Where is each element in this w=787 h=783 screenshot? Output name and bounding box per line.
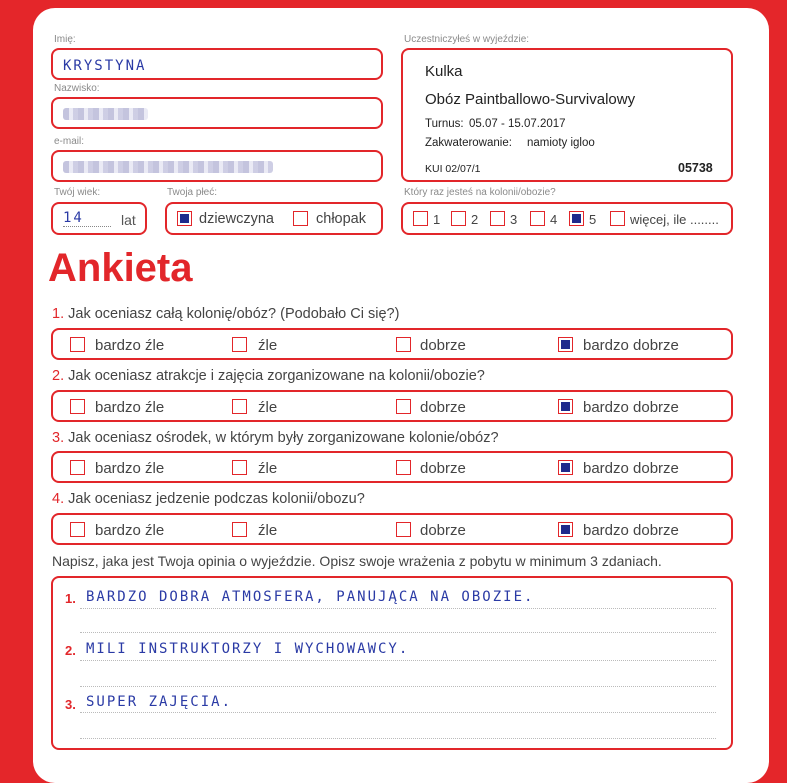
opinion-line	[80, 608, 716, 609]
q4-option-dobrze: dobrze	[420, 522, 466, 539]
q1-option-zle: źle	[258, 337, 278, 354]
times-checkbox-4[interactable]	[530, 211, 545, 226]
email-label: e-mail:	[54, 136, 85, 147]
q1-option-dobrze: dobrze	[420, 337, 466, 354]
ticket-accommodation-label: Zakwaterowanie:	[425, 137, 512, 149]
answer-3-text: SUPER ZAJĘCIA.	[86, 694, 233, 710]
q3-option-dobrze: dobrze	[420, 460, 466, 477]
times-label: Który raz jesteś na kolonii/obozie?	[404, 187, 556, 198]
age-label: Twój wiek:	[54, 187, 101, 198]
answer-2-num: 2.	[65, 643, 76, 658]
answer-1-text: BARDZO DOBRA ATMOSFERA, PANUJĄCA NA OBOZIE.	[86, 589, 535, 605]
question-4-text: Jak oceniasz jedzenie podczas kolonii/obozu?	[68, 491, 365, 507]
question-2	[52, 368, 485, 384]
question-2-num: 2.	[52, 368, 65, 384]
trip-label: Uczestniczyłeś w wyjeździe:	[404, 34, 530, 45]
times-checkbox-5[interactable]	[569, 211, 584, 226]
redacted-surname	[63, 108, 148, 120]
q1-checkbox-bardzo-zle[interactable]	[70, 337, 85, 352]
q3-checkbox-bardzo-zle[interactable]	[70, 460, 85, 475]
gender-checkbox-chlopak[interactable]	[293, 211, 308, 226]
times-option-1: 1	[433, 212, 441, 227]
times-field	[401, 202, 733, 235]
q3-option-zle: źle	[258, 460, 278, 477]
name-label: Imię:	[54, 34, 76, 45]
q4-checkbox-bardzo-dobrze[interactable]	[558, 522, 573, 537]
answer-2-text: MILI INSTRUKTORZY I WYCHOWAWCY.	[86, 641, 410, 657]
q2-option-bardzo-dobrze: bardzo dobrze	[583, 399, 679, 416]
surname-label: Nazwisko:	[54, 83, 100, 94]
gender-option-chlopak: chłopak	[316, 211, 366, 227]
name-value: KRYSTYNA	[63, 58, 147, 74]
ticket-accommodation-value: namioty igloo	[527, 137, 595, 149]
ticket-turnus-label: Turnus:	[425, 118, 464, 130]
age-field[interactable]	[51, 202, 147, 235]
question-2-options	[51, 390, 733, 422]
q1-checkbox-zle[interactable]	[232, 337, 247, 352]
q4-option-zle: źle	[258, 522, 278, 539]
age-value: 14	[63, 210, 111, 227]
redacted-email	[63, 161, 273, 173]
q2-checkbox-zle[interactable]	[232, 399, 247, 414]
q3-checkbox-zle[interactable]	[232, 460, 247, 475]
times-checkbox-2[interactable]	[451, 211, 466, 226]
ticket-number: 05738	[678, 161, 713, 175]
q2-checkbox-dobrze[interactable]	[396, 399, 411, 414]
answer-3-num: 3.	[65, 697, 76, 712]
q2-option-zle: źle	[258, 399, 278, 416]
surname-field[interactable]	[51, 97, 383, 129]
ticket-turnus-value: 05.07 - 15.07.2017	[469, 118, 566, 130]
times-option-more: więcej, ile ........	[630, 212, 719, 227]
times-option-5: 5	[589, 212, 597, 227]
ticket-camp: Obóz Paintballowo-Survivalowy	[425, 91, 636, 108]
times-checkbox-1[interactable]	[413, 211, 428, 226]
q1-option-bardzo-dobrze: bardzo dobrze	[583, 337, 679, 354]
gender-label: Twoja płeć:	[167, 187, 218, 198]
age-unit: lat	[121, 212, 136, 228]
times-option-3: 3	[510, 212, 518, 227]
ticket-code: KUI 02/07/1	[425, 163, 481, 175]
question-1-text: Jak oceniasz całą kolonię/obóz? (Podobało Ci się?)	[68, 306, 400, 322]
q2-checkbox-bardzo-zle[interactable]	[70, 399, 85, 414]
q4-checkbox-zle[interactable]	[232, 522, 247, 537]
q1-checkbox-bardzo-dobrze[interactable]	[558, 337, 573, 352]
times-checkbox-more[interactable]	[610, 211, 625, 226]
ticket-name: Kulka	[425, 63, 463, 80]
question-1	[52, 306, 399, 322]
question-4-options	[51, 513, 733, 545]
opinion-prompt: Napisz, jaka jest Twoja opinia o wyjeździe. Opisz swoje wrażenia z pobytu w minimum 3 zdaniach.	[52, 553, 662, 569]
gender-option-dziewczyna: dziewczyna	[199, 211, 274, 227]
q3-checkbox-bardzo-dobrze[interactable]	[558, 460, 573, 475]
q3-checkbox-dobrze[interactable]	[396, 460, 411, 475]
times-option-4: 4	[550, 212, 558, 227]
q4-checkbox-bardzo-zle[interactable]	[70, 522, 85, 537]
times-option-2: 2	[471, 212, 479, 227]
trip-ticket	[401, 48, 733, 182]
opinion-line	[80, 738, 716, 739]
gender-field	[165, 202, 383, 235]
question-3-options	[51, 451, 733, 483]
opinion-line	[80, 632, 716, 633]
times-checkbox-3[interactable]	[490, 211, 505, 226]
answer-1-num: 1.	[65, 591, 76, 606]
opinion-line	[80, 660, 716, 661]
question-1-options	[51, 328, 733, 360]
question-2-text: Jak oceniasz atrakcje i zajęcia zorganizowane na kolonii/obozie?	[68, 368, 485, 384]
question-3	[52, 430, 499, 446]
q3-option-bardzo-zle: bardzo źle	[95, 460, 165, 477]
q2-option-bardzo-zle: bardzo źle	[95, 399, 165, 416]
page-title: Ankieta	[48, 246, 193, 290]
opinion-line	[80, 712, 716, 713]
question-4-num: 4.	[52, 491, 65, 507]
q2-checkbox-bardzo-dobrze[interactable]	[558, 399, 573, 414]
q4-option-bardzo-dobrze: bardzo dobrze	[583, 522, 679, 539]
q2-option-dobrze: dobrze	[420, 399, 466, 416]
q4-checkbox-dobrze[interactable]	[396, 522, 411, 537]
question-3-text: Jak oceniasz ośrodek, w którym były zorganizowane kolonie/obóz?	[68, 430, 499, 446]
question-4	[52, 491, 365, 507]
name-field[interactable]	[51, 48, 383, 80]
q4-option-bardzo-zle: bardzo źle	[95, 522, 165, 539]
q1-checkbox-dobrze[interactable]	[396, 337, 411, 352]
question-1-num: 1.	[52, 306, 65, 322]
q3-option-bardzo-dobrze: bardzo dobrze	[583, 460, 679, 477]
question-3-num: 3.	[52, 430, 65, 446]
q1-option-bardzo-zle: bardzo źle	[95, 337, 165, 354]
gender-checkbox-dziewczyna[interactable]	[177, 211, 192, 226]
opinion-line	[80, 686, 716, 687]
email-field[interactable]	[51, 150, 383, 182]
